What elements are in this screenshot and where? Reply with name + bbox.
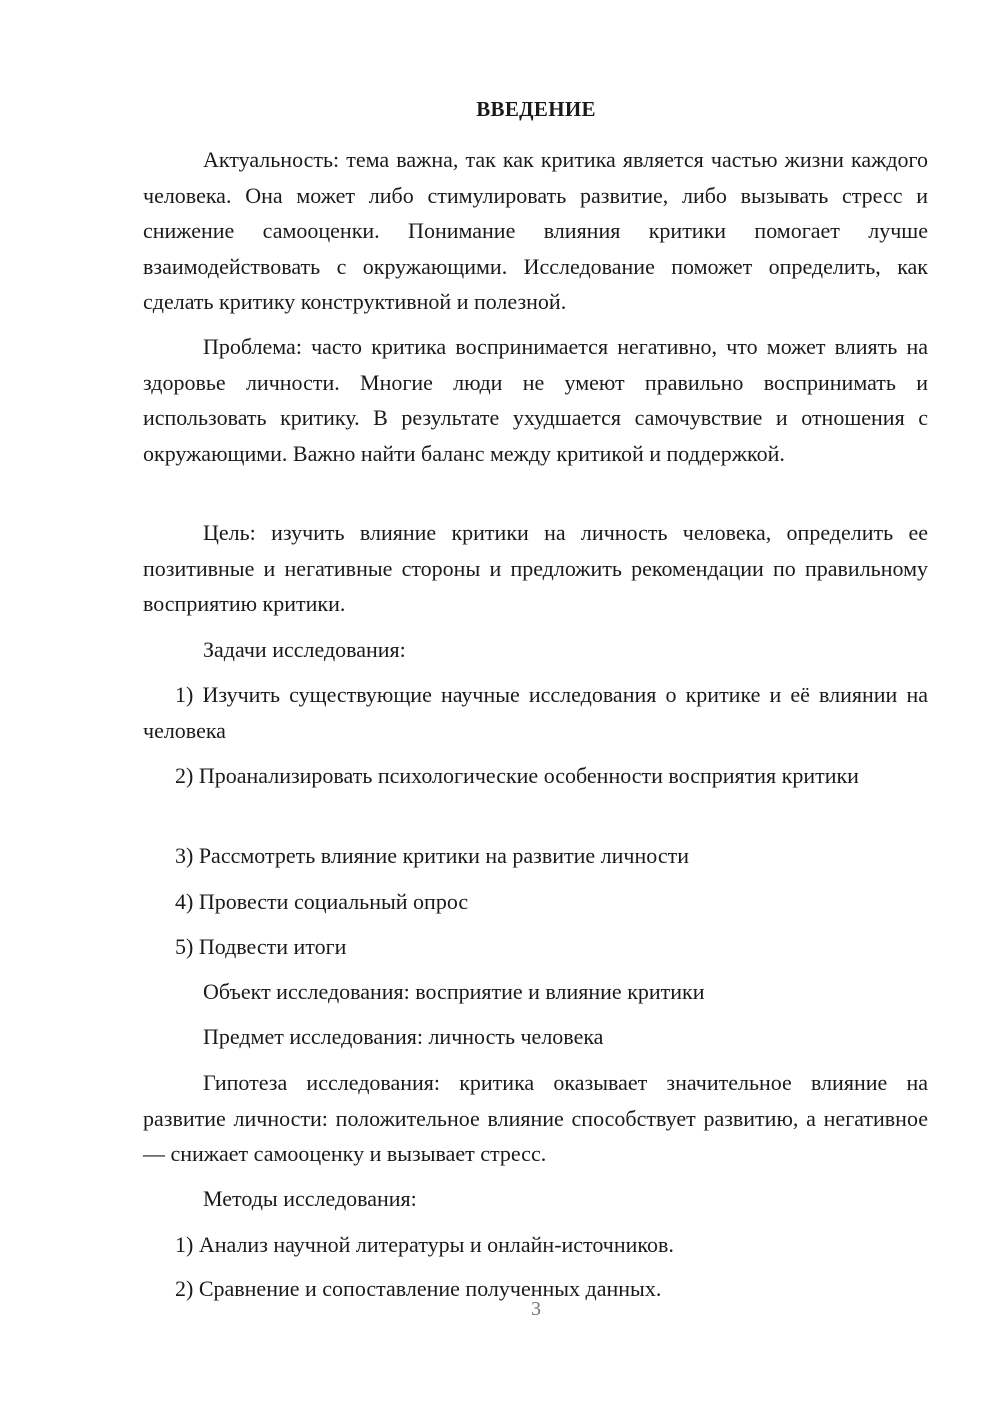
goal-paragraph: Цель: изучить влияние критики на личность человека, определить ее позитивные и негативные стороны и предложить рекомендации по правильному восприятию критики. <box>143 520 928 616</box>
method-item-2: 2) Сравнение и сопоставление полученных данных. <box>175 1276 662 1301</box>
hypothesis-paragraph: Гипотеза исследования: критика оказывает значительное влияние на развитие личности: положительное влияние способствует развитию, а негативное — снижает самооценку и вызывает стресс. <box>143 1070 928 1166</box>
object-line: Объект исследования: восприятие и влияние критики <box>203 979 705 1004</box>
relevance-paragraph: Актуальность: тема важна, так как критика является частью жизни каждого человека. Она может либо стимулировать развитие, либо вызывать стресс и снижение самооценки. Понимание влияния критики помогает лучше взаимодействовать с окружающими. Исследование поможет определить, как сделать критику конструктивной и полезной. <box>143 147 928 314</box>
subject-line: Предмет исследования: личность человека <box>203 1024 604 1049</box>
methods-heading: Методы исследования: <box>203 1186 417 1211</box>
task-item-3: 3) Рассмотреть влияние критики на развитие личности <box>175 843 689 868</box>
problem-paragraph: Проблема: часто критика воспринимается негативно, что может влиять на здоровье личности. Многие люди не умеют правильно воспринимать и использовать критику. В результате ухудшается самочувствие и отношения с окружающими. Важно найти баланс между критикой и поддержкой. <box>143 334 928 466</box>
task-item-5: 5) Подвести итоги <box>175 934 347 959</box>
page-title: ВВЕДЕНИЕ <box>476 97 596 121</box>
tasks-heading: Задачи исследования: <box>203 637 406 662</box>
task-item-4: 4) Провести социальный опрос <box>175 889 469 914</box>
task-item-1: 1) Изучить существующие научные исследования о критике и её влиянии на человека <box>143 682 928 743</box>
method-item-1: 1) Анализ научной литературы и онлайн-источников. <box>175 1232 674 1257</box>
page-number: 3 <box>531 1298 541 1320</box>
task-item-2: 2) Проанализировать психологические особенности восприятия критики <box>175 763 859 788</box>
